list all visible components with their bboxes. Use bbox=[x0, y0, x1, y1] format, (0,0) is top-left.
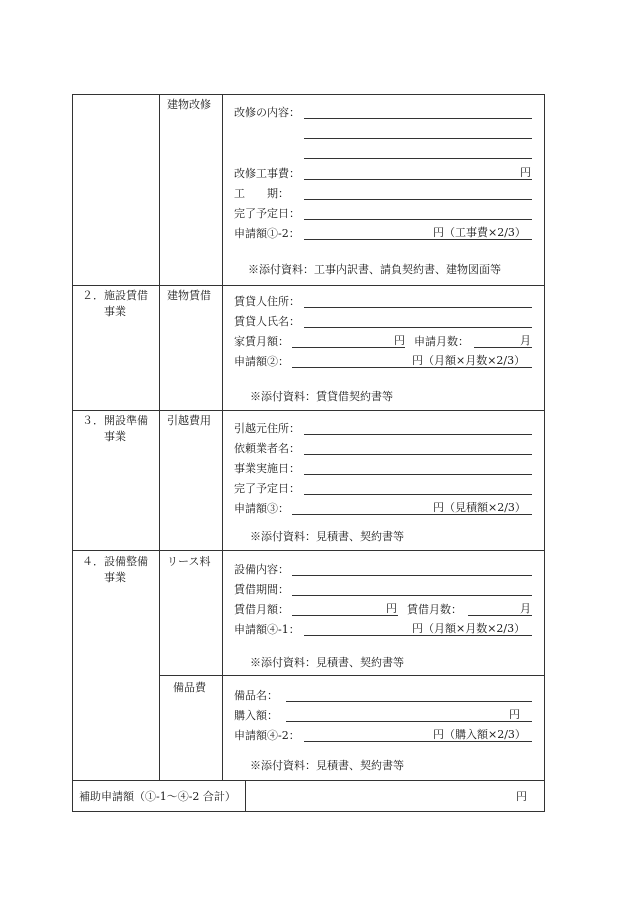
fixtures-attachments: ※添付資料：見積書、契約書等 bbox=[250, 759, 404, 772]
row-divider-3 bbox=[72, 550, 545, 551]
equipment-category-line2: 事業 bbox=[104, 571, 126, 584]
equipment-category: ４．設備整備 bbox=[82, 555, 148, 568]
preparation-request-label: 申請額③： bbox=[234, 502, 289, 515]
rental-months-unit: 月 bbox=[520, 334, 531, 347]
row-divider-1 bbox=[72, 285, 545, 286]
preparation-completion-field[interactable] bbox=[304, 494, 532, 495]
renovation-cost-label: 改修工事費： bbox=[234, 167, 300, 180]
purchase-amount-unit: 円 bbox=[509, 708, 520, 721]
preparation-category: ３．開設準備 bbox=[82, 414, 148, 427]
lessor-address-label: 賃貸人住所： bbox=[234, 295, 300, 308]
row-divider-2 bbox=[72, 410, 545, 411]
rental-months-label: 申請月数： bbox=[414, 335, 469, 348]
preparation-subcategory: 引越費用 bbox=[167, 414, 211, 427]
monthly-rent-label: 家賃月額： bbox=[234, 335, 289, 348]
renovation-cost-unit: 円 bbox=[520, 166, 531, 179]
lessor-address-field[interactable] bbox=[304, 307, 532, 308]
lease-monthly-label: 賃借月額： bbox=[234, 603, 289, 616]
total-request-field[interactable] bbox=[246, 781, 544, 811]
lease-period-field[interactable] bbox=[292, 595, 532, 596]
fixtures-request-label: 申請額④-2： bbox=[234, 729, 300, 742]
fixtures-request-unit: 円（購入額×2/3） bbox=[433, 728, 526, 741]
renovation-completion-label: 完了予定日： bbox=[234, 207, 300, 220]
renovation-period-field[interactable] bbox=[304, 199, 532, 200]
fixtures-subcategory: 備品費 bbox=[173, 681, 206, 694]
renovation-content-field-3[interactable] bbox=[304, 158, 532, 159]
rental-subcategory: 建物賃借 bbox=[167, 289, 211, 302]
renovation-request-unit: 円（工事費×2/3） bbox=[433, 226, 526, 239]
implementation-date-field[interactable] bbox=[304, 474, 532, 475]
preparation-attachments: ※添付資料：見積書、契約書等 bbox=[250, 530, 404, 543]
monthly-rent-unit: 円 bbox=[394, 334, 405, 347]
lease-months-unit: 月 bbox=[520, 602, 531, 615]
rental-category-line2: 事業 bbox=[104, 305, 126, 318]
moving-origin-field[interactable] bbox=[304, 434, 532, 435]
total-request-unit: 円 bbox=[516, 790, 527, 803]
row-divider-4 bbox=[159, 675, 545, 676]
renovation-attachments: ※添付資料：工事内訳書、請負契約書、建物図面等 bbox=[248, 263, 501, 276]
application-form-table bbox=[72, 94, 545, 812]
vendor-name-label: 依頼業者名： bbox=[234, 442, 300, 455]
implementation-date-label: 事業実施日： bbox=[234, 462, 300, 475]
renovation-period-label: 工 期： bbox=[234, 187, 289, 200]
fixture-name-label: 備品名： bbox=[234, 689, 278, 702]
divider-subcategory bbox=[222, 94, 223, 780]
lease-monthly-field[interactable] bbox=[292, 615, 398, 616]
preparation-category-line2: 事業 bbox=[104, 430, 126, 443]
lease-attachments: ※添付資料：見積書、契約書等 bbox=[250, 656, 404, 669]
vendor-name-field[interactable] bbox=[304, 454, 532, 455]
rental-category: ２．施設賃借 bbox=[82, 289, 148, 302]
rental-request-unit: 円（月額×月数×2/3） bbox=[412, 354, 526, 367]
preparation-completion-label: 完了予定日： bbox=[234, 482, 300, 495]
lease-request-label: 申請額④-1： bbox=[234, 623, 300, 636]
preparation-request-unit: 円（見積額×2/3） bbox=[433, 501, 526, 514]
fixture-name-field[interactable] bbox=[286, 701, 532, 702]
renovation-subcategory: 建物改修 bbox=[167, 98, 211, 111]
lessor-name-field[interactable] bbox=[304, 327, 532, 328]
divider-category bbox=[159, 94, 160, 780]
lease-period-label: 賃借期間： bbox=[234, 583, 289, 596]
renovation-content-field-2[interactable] bbox=[304, 138, 532, 139]
rental-attachments: ※添付資料：賃貸借契約書等 bbox=[250, 390, 393, 403]
total-request-label: 補助申請額（①-1～④-2 合計） bbox=[79, 790, 236, 803]
rental-request-label: 申請額②： bbox=[234, 355, 289, 368]
monthly-rent-field[interactable] bbox=[292, 347, 405, 348]
lessor-name-label: 賃貸人氏名： bbox=[234, 315, 300, 328]
renovation-request-label: 申請額①-2： bbox=[234, 227, 300, 240]
renovation-completion-field[interactable] bbox=[304, 219, 532, 220]
lease-request-unit: 円（月額×月数×2/3） bbox=[412, 622, 526, 635]
renovation-cost-field[interactable] bbox=[304, 179, 532, 180]
purchase-amount-field[interactable] bbox=[286, 721, 532, 722]
equipment-content-field[interactable] bbox=[292, 575, 532, 576]
lease-months-label: 賃借月数： bbox=[407, 603, 462, 616]
lease-subcategory: リース料 bbox=[167, 555, 211, 568]
lease-monthly-unit: 円 bbox=[386, 602, 397, 615]
moving-origin-label: 引越元住所： bbox=[234, 422, 300, 435]
purchase-amount-label: 購入額： bbox=[234, 709, 278, 722]
renovation-content-label: 改修の内容： bbox=[234, 106, 300, 119]
equipment-content-label: 設備内容： bbox=[234, 563, 289, 576]
renovation-content-field[interactable] bbox=[304, 118, 532, 119]
